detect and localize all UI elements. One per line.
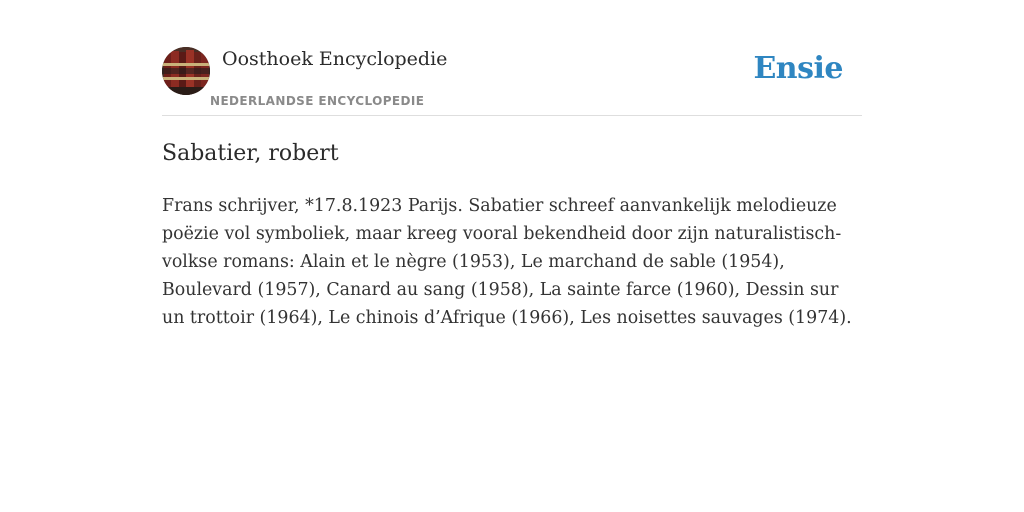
- site-header: [162, 45, 862, 116]
- site-title[interactable]: Oosthoek Encyclopedie: [222, 48, 448, 70]
- book-spines-icon[interactable]: [162, 47, 210, 95]
- brand-logo-link[interactable]: Ensie: [753, 51, 843, 86]
- site-subtitle: NEDERLANDSE ENCYCLOPEDIE: [210, 94, 425, 108]
- article-title: Sabatier, robert: [162, 141, 339, 166]
- article-body: Frans schrijver, *17.8.1923 Parijs. Sabatier schreef aanvankelijk melodieuze poëzie vol symboliek, maar kreeg vooral bekendheid door zijn naturalistisch-volkse romans: Alain et le nègre (1953), Le marchand de sable (1954), Boulevard (1957), Canard au sang (1958), La sainte farce (1960), Dessin sur un trottoir (1964), Le chinois d’Afrique (1966), Les noisettes sauvages (1974).: [162, 196, 852, 328]
